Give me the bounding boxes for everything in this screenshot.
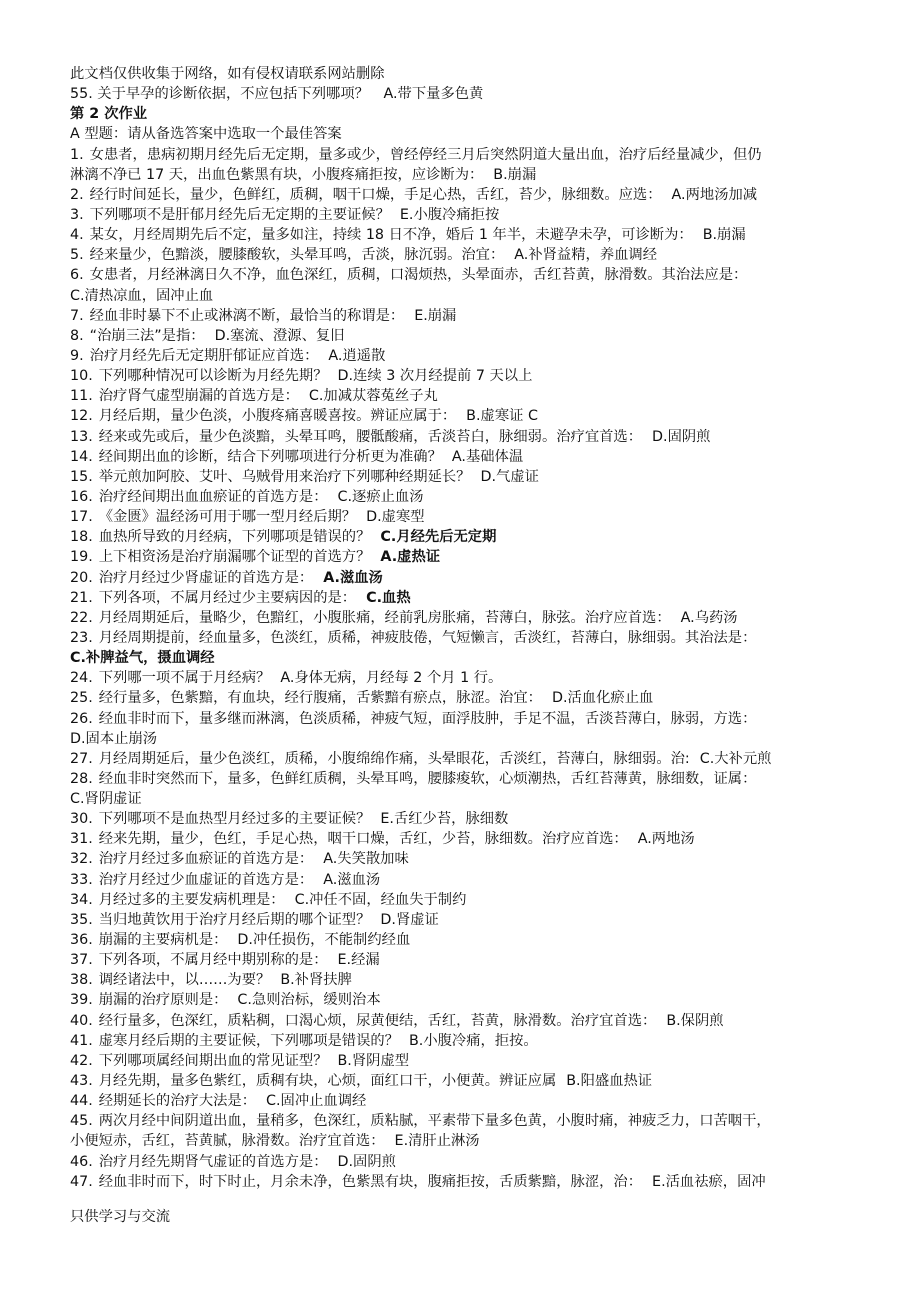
question-text: 经行量多，色深红，质粘稠，口渴心烦，尿黄便结，舌红，苔黄，脉滑数。治疗宜首选：	[98, 1012, 657, 1029]
header-note: 此文档仅供收集于网络，如有侵权请联系网站删除	[70, 66, 385, 82]
question-number: 42.	[70, 1052, 93, 1069]
question-text: 月经周期延后，量少色淡红，质稀，小腹绵绵作痛，头晕眼花，舌淡红，苔薄白，脉细弱。治:	[98, 750, 690, 767]
question-answer: C.固冲止血调经	[266, 1093, 367, 1110]
question-text: 血热所导致的月经病，下列哪项是错误的？	[98, 529, 371, 546]
question-number: 33.	[70, 871, 93, 888]
question-line	[70, 769, 860, 789]
question-text: 治疗月经先后无定期肝郁证应首选：	[89, 347, 319, 364]
question-4	[70, 225, 860, 245]
question-answer: A.逍遥散	[328, 347, 386, 364]
question-text: 两次月经中间阴道出血，量稍多，色深红，质粘腻，平素带下量多色黄，小腹时痛，神疲乏力，口苦咽干，	[98, 1113, 771, 1130]
question-text: 经来先期，量少，色红，手足心热，咽干口燥，舌红，少苔，脉细数。治疗应首选：	[98, 831, 628, 848]
question-text: 经血非时而下，量多继而淋漓，色淡质稀，神疲气短，面浮肢肿，手足不温，舌淡苔薄白，脉弱，方选：	[98, 710, 757, 727]
question-answer: E.崩漏	[414, 307, 457, 324]
question-answer: D.气虚证	[480, 468, 539, 485]
question-text: 治疗月经过多血瘀证的首选方是：	[98, 851, 314, 868]
question-number: 14.	[70, 448, 93, 465]
question-number: 12.	[70, 408, 93, 425]
question-text: 下列各项，不属月经过少主要病因的是：	[98, 589, 357, 606]
document-page	[70, 64, 860, 1192]
question-text: 月经过多的主要发病机理是：	[98, 891, 285, 908]
question-answer: D.虚寒型	[366, 509, 425, 526]
question-text: 治疗月经过少血虚证的首选方是：	[98, 871, 314, 888]
question-number: 30.	[70, 811, 93, 828]
question-42	[70, 1051, 860, 1071]
question-number: 38.	[70, 972, 93, 989]
question-text: 经血非时暴下不止或淋漓不断，最恰当的称谓是：	[89, 307, 405, 324]
question-text: 虚寒月经后期的主要证候，下列哪项是错误的？	[98, 1032, 399, 1049]
question-19	[70, 547, 860, 567]
question-answer: B.肾阴虚型	[337, 1052, 410, 1069]
question-number: 47.	[70, 1173, 93, 1190]
question-number: 3.	[70, 206, 84, 223]
question-text: 崩漏的主要病机是：	[98, 932, 228, 949]
question-answer: A.带下量多色黄	[383, 86, 484, 103]
question-line	[70, 729, 860, 749]
question-36	[70, 930, 860, 950]
question-number: 15.	[70, 468, 93, 485]
question-number: 13.	[70, 428, 93, 445]
question-line	[70, 789, 860, 809]
question-number: 4.	[70, 227, 84, 244]
question-answer: A.两地汤	[637, 831, 695, 848]
question-line	[70, 648, 860, 668]
question-text: “治崩三法”是指：	[89, 327, 205, 344]
question-text: 某女，月经周期先后不定，量多如注，持续 18 日不净，婚后 1 年半，未避孕未孕，可诊断为：	[89, 227, 693, 244]
question-number: 19.	[70, 549, 93, 566]
question-number: 16.	[70, 488, 93, 505]
question-8	[70, 326, 860, 346]
question-answer: A.滋血汤	[323, 569, 383, 586]
question-answer: D.连续 3 次月经提前 7 天以上	[337, 368, 533, 385]
question-number: 28.	[70, 770, 93, 787]
question-text: 经期延长的治疗大法是：	[98, 1093, 257, 1110]
question-10	[70, 366, 860, 386]
question-47	[70, 1172, 860, 1192]
question-43	[70, 1071, 860, 1091]
question-answer: D.固阴煎	[337, 1153, 396, 1170]
question-number: 41.	[70, 1032, 93, 1049]
question-number: 55.	[70, 86, 93, 103]
question-answer: A.两地汤加减	[671, 186, 758, 203]
question-answer: D.塞流、澄源、复旧	[214, 327, 345, 344]
question-answer: E.经漏	[337, 952, 380, 969]
question-answer: A.基础体温	[451, 448, 524, 465]
question-13	[70, 427, 860, 447]
question-text: 下列哪种情况可以诊断为月经先期？	[98, 368, 328, 385]
question-14	[70, 447, 860, 467]
question-46	[70, 1152, 860, 1172]
question-number: 5.	[70, 247, 84, 264]
question-answer: C.清热凉血，固冲止血	[70, 287, 214, 304]
question-16	[70, 487, 860, 507]
question-line	[70, 286, 860, 306]
question-text: 治疗月经先期肾气虚证的首选方是：	[98, 1153, 328, 1170]
question-text: 经来或先或后，量少色淡黯，头晕耳鸣，腰骶酸痛，舌淡苔白，脉细弱。治疗宜首选：	[98, 428, 643, 445]
question-answer: A.乌药汤	[680, 609, 738, 626]
footer-note: 只供学习与交流	[70, 1209, 171, 1225]
question-answer: C.月经先后无定期	[380, 529, 497, 546]
question-text: 月经周期延后，量略少，色黯红，小腹胀痛，经前乳房胀痛，苔薄白，脉弦。治疗应首选：	[98, 609, 671, 626]
question-number: 18.	[70, 529, 93, 546]
question-text: 小便短赤，舌红，苔黄腻，脉滑数。治疗宜首选：	[70, 1133, 385, 1150]
question-17	[70, 507, 860, 527]
question-number: 45.	[70, 1113, 93, 1130]
question-number: 11.	[70, 388, 93, 405]
question-answer: B.补肾扶脾	[280, 972, 352, 989]
question-number: 34.	[70, 891, 93, 908]
question-answer: C.大补元煎	[699, 750, 772, 767]
question-text: 治疗经间期出血血瘀证的首选方是：	[98, 488, 328, 505]
question-38	[70, 970, 860, 990]
question-text: 崩漏的治疗原则是：	[98, 992, 228, 1009]
question-text: 关于早孕的诊断依据，不应包括下列哪项？	[97, 86, 369, 103]
question-text: 淋漓不净已 17 天，出血色紫黑有块，小腹疼痛拒按，应诊断为：	[70, 166, 484, 183]
question-number: 39.	[70, 992, 93, 1009]
question-35	[70, 910, 860, 930]
question-text: 治疗肾气虚型崩漏的首选方是：	[98, 388, 299, 405]
question-30	[70, 809, 860, 829]
question-20	[70, 568, 860, 588]
question-number: 22.	[70, 609, 93, 626]
question-text: 举元煎加阿胶、艾叶、乌贼骨用来治疗下列哪种经期延长？	[98, 468, 471, 485]
question-text: 下列哪项不是肝郁月经先后无定期的主要证候？	[89, 206, 390, 223]
question-number: 6.	[70, 267, 84, 284]
question-text: 经行时间延长，量少，色鲜红，质稠，咽干口燥，手足心热，舌红，苔少，脉细数。应选：	[89, 186, 662, 203]
question-number: 27.	[70, 750, 93, 767]
question-answer: E.小腹冷痛拒按	[399, 206, 500, 223]
question-27	[70, 749, 860, 769]
question-answer: B.崩漏	[493, 166, 537, 183]
question-answer: C.冲任不固，经血失于制约	[294, 891, 467, 908]
question-line	[70, 1131, 860, 1151]
question-55	[70, 84, 860, 104]
question-answer: B.虚寒证 C	[466, 408, 538, 425]
question-number: 24.	[70, 670, 93, 687]
question-answer: D.肾虚证	[380, 911, 439, 928]
question-answer: E.舌红少苔，脉细数	[380, 811, 509, 828]
question-answer: A.身体无病，月经每 2 个月 1 行。	[280, 670, 503, 687]
question-21	[70, 588, 860, 608]
question-number: 46.	[70, 1153, 93, 1170]
question-text: 《金匮》温经汤可用于哪一型月经后期？	[98, 509, 357, 526]
question-text: 经血非时突然而下，量多，色鲜红质稠，头晕耳鸣，腰膝痠软，心烦潮热，舌红苔薄黄，脉细数，证属：	[98, 770, 757, 787]
question-answer: C.血热	[366, 589, 411, 606]
question-line	[70, 628, 860, 648]
question-text: 经血非时而下，时下时止，月余未净，色紫黑有块，腹痛拒按，舌质紫黯，脉涩，治：	[98, 1173, 643, 1190]
question-answer: C.加减苁蓉菟丝子丸	[308, 388, 438, 405]
question-24	[70, 668, 860, 688]
question-2	[70, 185, 860, 205]
question-answer: D.冲任损伤，不能制约经血	[237, 932, 411, 949]
question-number: 10.	[70, 368, 93, 385]
question-number: 20.	[70, 569, 93, 586]
question-text: 月经先期，量多色紫红，质稠有块，心烦，面红口干，小便黄。辨证应属	[98, 1073, 557, 1090]
question-line	[70, 145, 860, 165]
question-answer: A.虚热证	[380, 549, 441, 566]
question-text: 下列哪项属经间期出血的常见证型？	[98, 1052, 328, 1069]
question-34	[70, 890, 860, 910]
question-number: 32.	[70, 851, 93, 868]
question-answer: D.固阴煎	[652, 428, 711, 445]
question-line	[70, 265, 860, 285]
question-text: 上下相资汤是治疗崩漏哪个证型的首选方？	[98, 549, 371, 566]
question-15	[70, 467, 860, 487]
question-number: 9.	[70, 347, 84, 364]
question-41	[70, 1031, 860, 1051]
instruction: A 型题：请从备选答案中选取一个最佳答案	[70, 126, 342, 143]
question-answer: A.失笑散加味	[323, 851, 409, 868]
question-text: 月经后期，量少色淡，小腹疼痛喜暖喜按。辨证应属于：	[98, 408, 457, 425]
question-answer: B.小腹冷痛，拒按。	[408, 1032, 538, 1049]
question-32	[70, 849, 860, 869]
question-text: 下列各项，不属月经中期别称的是：	[98, 952, 328, 969]
question-5	[70, 245, 860, 265]
question-answer: D.活血化瘀止血	[551, 690, 654, 707]
question-33	[70, 870, 860, 890]
question-text: 当归地黄饮用于治疗月经后期的哪个证型？	[98, 911, 371, 928]
question-number: 1.	[70, 146, 84, 163]
question-text: 治疗月经过少肾虚证的首选方是：	[98, 569, 314, 586]
question-text: 经行量多，色紫黯，有血块，经行腹痛，舌紫黯有瘀点，脉涩。治宜：	[98, 690, 542, 707]
question-44	[70, 1091, 860, 1111]
question-number: 2.	[70, 186, 84, 203]
question-line	[70, 165, 860, 185]
question-answer: A.滋血汤	[323, 871, 381, 888]
question-answer: C.急则治标，缓则治本	[237, 992, 381, 1009]
question-answer: C.逐瘀止血汤	[337, 488, 424, 505]
question-number: 37.	[70, 952, 93, 969]
question-9	[70, 346, 860, 366]
question-number: 31.	[70, 831, 93, 848]
question-text: 月经周期提前，经血量多，色淡红，质稀，神疲肢倦，气短懒言，舌淡红，苔薄白，脉细弱。其治法是：	[98, 629, 757, 646]
question-31	[70, 829, 860, 849]
question-number: 7.	[70, 307, 84, 324]
question-number: 8.	[70, 327, 84, 344]
question-number: 25.	[70, 690, 93, 707]
question-3	[70, 205, 860, 225]
question-answer: B.崩漏	[702, 227, 746, 244]
question-line	[70, 709, 860, 729]
question-37	[70, 950, 860, 970]
question-number: 43.	[70, 1073, 93, 1090]
question-text: 女患者，患病初期月经先后无定期，量多或少，曾经停经三月后突然阴道大量出血，治疗后经量减少，但仍	[89, 146, 762, 163]
question-number: 36.	[70, 932, 93, 949]
question-answer: E.清肝止淋汤	[394, 1133, 480, 1150]
question-text: 经间期出血的诊断，结合下列哪项进行分析更为准确？	[98, 448, 442, 465]
question-22	[70, 608, 860, 628]
question-answer: D.固本止崩汤	[70, 730, 158, 747]
question-7	[70, 306, 860, 326]
question-number: 17.	[70, 509, 93, 526]
question-text: 调经诸法中，以……为要？	[98, 972, 271, 989]
question-list	[70, 145, 860, 1192]
question-answer: B.阳盛血热证	[566, 1073, 653, 1090]
question-40	[70, 1011, 860, 1031]
question-answer: A.补肾益精，养血调经	[514, 247, 658, 264]
question-number: 21.	[70, 589, 93, 606]
question-18	[70, 527, 860, 547]
question-text: 下列哪项不是血热型月经过多的主要证候？	[98, 811, 371, 828]
question-12	[70, 406, 860, 426]
question-number: 40.	[70, 1012, 93, 1029]
question-number: 44.	[70, 1093, 93, 1110]
question-number: 35.	[70, 911, 93, 928]
question-line	[70, 1111, 860, 1131]
question-25	[70, 688, 860, 708]
question-number: 26.	[70, 710, 93, 727]
question-39	[70, 990, 860, 1010]
question-text: 女患者，月经淋漓日久不净，血色深红，质稠，口渴烦热，头晕面赤，舌红苔黄，脉滑数。其治法应是：	[89, 267, 748, 284]
question-answer: E.活血祛瘀，固冲	[652, 1173, 766, 1190]
question-answer: C.肾阴虚证	[70, 791, 142, 808]
question-number: 23.	[70, 629, 93, 646]
question-text: 经来量少，色黯淡，腰膝酸软，头晕耳鸣，舌淡，脉沉弱。治宜：	[89, 247, 505, 264]
question-text: 下列哪一项不属于月经病？	[98, 670, 271, 687]
section-title: 第 2 次作业	[70, 106, 148, 123]
question-answer: C.补脾益气，摄血调经	[70, 650, 215, 667]
question-11	[70, 386, 860, 406]
question-answer: B.保阴煎	[666, 1012, 724, 1029]
